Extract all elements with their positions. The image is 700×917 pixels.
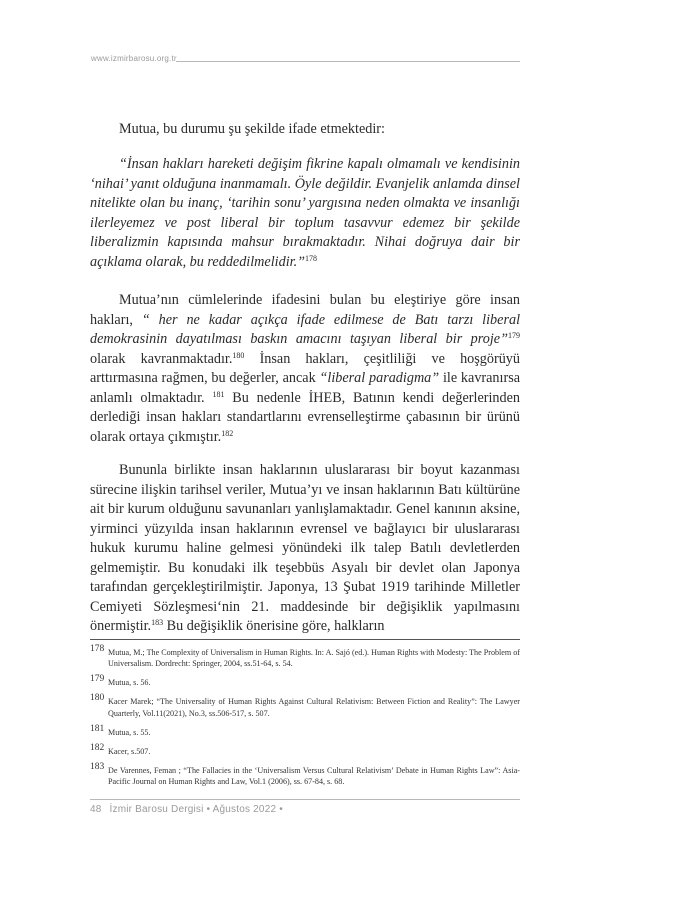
p2-text: İnsan hakları, çeşitliliği ve hoşgörüyü arttırmasına rağmen, bu değerler, ancak — [90, 350, 520, 386]
footnote-item — [90, 693, 520, 719]
page-footer — [90, 804, 283, 815]
footnote-item — [90, 644, 520, 670]
footnote-ref[interactable]: 180 — [232, 350, 245, 360]
footnote-item — [90, 761, 520, 788]
p2-text: Bu nedenle İHEB, Batının kendi değerlerinden derlediği insan hakları standartlarını evrenselleştirme çabasının bir ürünü olarak ortaya çıkmıştır. — [90, 389, 520, 445]
footnote-item — [90, 674, 520, 688]
footnote-text: De Varennes, Feman ; “The Fallacies in the ‘Universalism Versus Cultural Relativism’ Debate in Human Rights Law”: Asia-Pacific Journal on Human Rights and Law, Vol.1 (2006), ss. 67-84, s. 68. — [108, 765, 520, 787]
footnote-text: Kacer Marek; “The Universality of Human Rights Against Cultural Relativism: Between Fiction and Reality”: The Lawyer Quarterly, Vol.11(2021), No.3, ss.506-517, s. 507. — [108, 697, 520, 718]
footnote-text: Mutua, s. 55. — [108, 727, 151, 737]
intro-paragraph — [90, 120, 520, 140]
page-number: 48 — [90, 804, 102, 815]
footnote-number: 179 — [90, 674, 105, 685]
p3-text: Bununla birlikte insan haklarının uluslararası bir boyut kazanması sürecine ilişkin tarihsel veriler, Mutua’yı ve insan haklarının Batı kültürüne ait bir kurum olduğunu savunanları yanlışlamaktadır. Genel kanının aksine, yirminci yüzyılda insan haklarının evrensel ve bağlayıcı bir uluslararası hukuk kurumu haline gelmesi yönündeki ilk talep Batılı devletlerden gelmemiştir. Bu konudaki ilk teşebbüs Asyalı bir devlet olan Japonya tarafından gerçekleştirilmiştir. Japonya, 13 Şubat 1919 tarihinde Milletler Cemiyeti Sözleşmesi‘nin 21. maddesinde bir değişiklik yapılmasını önermiştir. — [90, 462, 520, 634]
footnote-ref[interactable]: 181 — [212, 389, 225, 399]
footnote-divider — [90, 639, 520, 640]
block-quote — [90, 155, 520, 272]
footnote-number: 181 — [90, 723, 105, 734]
footnote-item — [90, 723, 520, 738]
header-url: www.izmirbarosu.org.tr — [91, 54, 177, 63]
footnote-ref[interactable]: 179 — [508, 331, 520, 340]
footnote-ref[interactable]: 182 — [221, 428, 234, 438]
footnote-number: 183 — [90, 761, 105, 772]
paragraph-3 — [90, 461, 520, 637]
footer-rule — [90, 799, 520, 800]
journal-name: İzmir Barosu Dergisi • Ağustos 2022 • — [109, 804, 283, 815]
p2-quote: “liberal paradigma” — [319, 370, 440, 386]
footnote-item — [90, 742, 520, 757]
p3-text: Bu değişiklik önerisine göre, halkların — [163, 618, 385, 634]
footnote-text: Mutua, M.; The Complexity of Universalism in Human Rights. In: A. Sajó (ed.). Human Rights with Modesty: The Problem of Universalism. Dordrecht: Springer, 2004, ss.51-64, s. 54. — [108, 648, 520, 669]
footnote-number: 180 — [90, 693, 105, 704]
p2-quote: “ her ne kadar açıkça ifade edilmese de Batı tarzı liberal demokrasinin dayatılması baskın amacını taşıyan liberal bir proje” — [90, 311, 521, 347]
p2-text: olarak kavranmaktadır. — [90, 350, 233, 367]
footnote-number: 178 — [90, 644, 105, 654]
footnote-number: 182 — [90, 742, 105, 753]
footnote-ref[interactable]: 183 — [151, 618, 164, 627]
intro-text: Mutua, bu durumu şu şekilde ifade etmektedir: — [119, 121, 385, 137]
footnote-ref[interactable]: 178 — [305, 253, 318, 263]
paragraph-2 — [90, 291, 520, 447]
footnote-text: Mutua, s. 56. — [108, 678, 151, 688]
quote-text: “İnsan hakları hareketi değişim fikrine kapalı olmamalı ve kendisinin ‘nihai’ yanıt olduğuna inanmamalı. Öyle değildir. Evanjelik anlamda dinsel nitelikte olan bu inanç, ‘tarihin sonu’ yargısına neden olmakta ve insanlığı ilerleyemez ve post liberal bir toplum tasavvur edemez bir şekilde liberalizmin kapısında mahsur bırakmaktadır. Nihai doğruya dair bir açıklama olarak, bu reddedilmelidir.” — [90, 156, 520, 270]
footnote-text: Kacer, s.507. — [108, 746, 151, 756]
p2-text: ile kavranırsa anlamlı olmaktadır. — [90, 370, 521, 406]
header-rule — [176, 61, 520, 62]
p2-text: Mutua’nın cümlelerinde ifadesini bulan bu eleştiriye göre insan hakları, — [90, 292, 520, 328]
footnotes — [90, 644, 520, 795]
